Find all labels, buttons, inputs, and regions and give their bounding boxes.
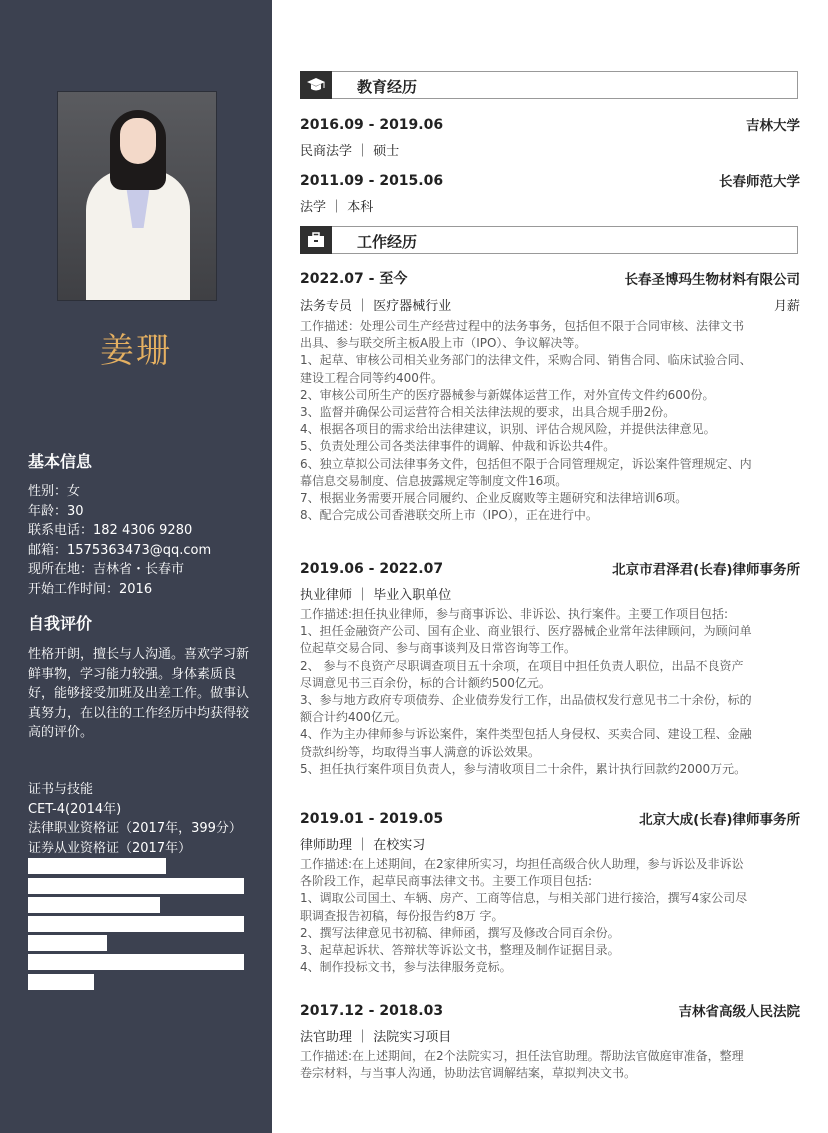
job-description <box>300 1048 800 1082</box>
info-age: 年龄：30 <box>28 503 84 519</box>
self-eval-title: 自我评价 <box>28 614 93 633</box>
desc-line: 4、制作投标文书，参与法律服务竞标。 <box>300 960 512 975</box>
redaction-bar <box>28 935 107 951</box>
education-date: 2011.09 - 2015.06 <box>300 173 444 189</box>
cert-item: 证券从业资格证（2017年） <box>28 840 192 856</box>
job-item <box>300 558 800 577</box>
desc-line: 8、配合完成公司香港联交所上市（IPO），正在进行中。 <box>300 508 598 523</box>
job-description <box>300 856 800 976</box>
desc-line: 7、根据业务需要开展合同履约、企业反腐败等主题研究和法律培训6项。 <box>300 491 688 506</box>
desc-line: 4、作为主办律师参与诉讼案件，案件类型包括人身侵权、买卖合同、建设工程、金融 <box>300 727 752 742</box>
info-email: 邮箱：1575363473@qq.com <box>28 542 212 558</box>
desc-line: 工作描述:在上述期间，在2家律所实习，均担任高级合伙人助理，参与诉讼及非诉讼 <box>300 857 744 871</box>
desc-line: 工作描述:担任执业律师，参与商事诉讼、非诉讼、执行案件。主要工作项目包括: <box>300 607 729 621</box>
candidate-name: 姜珊 <box>100 331 172 371</box>
info-gender: 性别：女 <box>28 484 81 499</box>
desc-line: 1、起草、审核公司相关业务部门的法律文件，采购合同、销售合同、临床试验合同、 <box>300 353 752 368</box>
work-title: 工作经历 <box>357 233 418 251</box>
desc-line: 出具、参与联交所主板A股上市（IPO）、争议解决等。 <box>300 336 587 351</box>
job-role-text: 律师助理 ｜ 在校实习 <box>300 838 426 853</box>
cert-item: 法律职业资格证（2017年，399分） <box>28 821 242 836</box>
desc-line: 建设工程合同等约400件。 <box>300 370 443 385</box>
job-date: 2019.06 - 2022.07 <box>300 561 444 577</box>
job-org: 吉林省高级人民法院 <box>678 1004 800 1020</box>
info-location: 现所在地：吉林省・长春市 <box>28 562 185 577</box>
job-role <box>300 834 800 853</box>
education-school: 长春师范大学 <box>719 174 800 190</box>
basic-info-title: 基本信息 <box>28 452 93 471</box>
redaction-bar <box>28 858 166 874</box>
job-description <box>300 606 800 778</box>
desc-line: 4、根据各项目的需求给出法律建议，识别、评估合规风险，并提供法律意见。 <box>300 422 716 437</box>
job-role <box>300 295 800 314</box>
job-org: 长春圣博玛生物材料有限公司 <box>624 272 800 288</box>
briefcase-icon <box>300 226 332 254</box>
education-title: 教育经历 <box>357 78 418 96</box>
desc-line: 6、独立草拟公司法律事务文件，包括但不限于合同管理规定，诉讼案件管理规定、内 <box>300 456 752 471</box>
desc-line: 2、撰写法律意见书初稿、律师函，撰写及修改合同百余份。 <box>300 925 620 940</box>
desc-line: 工作描述：处理公司生产经营过程中的法务事务，包括但不限于合同审核、法律文书 <box>300 319 745 333</box>
education-detail: 民商法学 ｜ 硕士 <box>300 144 400 159</box>
education-item <box>300 114 800 133</box>
job-salary: 月薪 <box>773 299 800 314</box>
desc-line: 3、监督并确保公司运营符合相关法律法规的要求，出具合规手册2份。 <box>300 405 676 420</box>
education-detail: 法学 ｜ 本科 <box>300 200 374 215</box>
job-org: 北京市君泽君(长春)律师事务所 <box>612 562 800 578</box>
job-org: 北京大成(长春)律师事务所 <box>639 812 800 828</box>
info-phone: 联系电话：182 4306 9280 <box>28 523 193 538</box>
desc-line: 职调查报告初稿，每份报告约8万 字。 <box>300 908 504 923</box>
cert-item: CET-4(2014年) <box>28 801 122 817</box>
desc-line: 卷宗材料，与当事人沟通，协助法官调解结案，草拟判决文书。 <box>300 1066 637 1081</box>
desc-line: 5、负责处理公司各类法律事件的调解、仲裁和诉讼共4件。 <box>300 439 616 454</box>
sidebar <box>0 0 272 1133</box>
education-date: 2016.09 - 2019.06 <box>300 117 444 133</box>
desc-line: 额合计约400亿元。 <box>300 710 407 725</box>
job-description <box>300 318 800 524</box>
desc-line: 工作描述:在上述期间，在2个法院实习，担任法官助理。帮助法官做庭审准备，整理 <box>300 1049 744 1063</box>
redaction-bar <box>28 954 244 970</box>
cert-title: 证书与技能 <box>28 782 94 797</box>
job-date: 2019.01 - 2019.05 <box>300 811 444 827</box>
job-date: 2017.12 - 2018.03 <box>300 1003 444 1019</box>
education-header <box>300 71 798 99</box>
job-date: 2022.07 - 至今 <box>300 271 408 287</box>
self-eval-text: 性格开朗，擅长与人沟通。喜欢学习新鲜事物，学习能力较强。身体素质良好，能够接受加班及出差工作。做事认真努力，在以往的工作经历中均获得较高的评价。 <box>28 647 250 740</box>
redaction-bar <box>28 916 244 932</box>
job-role <box>300 1026 800 1045</box>
desc-line: 3、起草起诉状、答辩状等诉讼文书，整理及制作证据目录。 <box>300 943 620 958</box>
desc-line: 贷款纠纷等，均取得当事人满意的诉讼效果。 <box>300 744 541 759</box>
profile-photo <box>57 91 217 301</box>
job-role-text: 法官助理 ｜ 法院实习项目 <box>300 1030 452 1045</box>
job-role-text: 执业律师 ｜ 毕业入职单位 <box>300 588 452 603</box>
desc-line: 1、调取公司国土、车辆、房产、工商等信息，与相关部门进行接洽，撰写4家公司尽 <box>300 891 748 906</box>
job-role-text: 法务专员 ｜ 医疗器械行业 <box>300 299 452 314</box>
desc-line: 尽调意见书三百余份，标的合计额约500亿元。 <box>300 675 551 690</box>
desc-line: 3、参与地方政府专项债券、企业债券发行工作，出品债权发行意见书二十余份，标的 <box>300 693 752 708</box>
desc-line: 2、审核公司所生产的医疗器械参与新媒体运营工作，对外宣传文件约600份。 <box>300 387 715 402</box>
education-school: 吉林大学 <box>746 118 800 134</box>
redaction-bar <box>28 878 244 894</box>
info-start-year: 开始工作时间：2016 <box>28 581 153 597</box>
redaction-bar <box>28 974 94 990</box>
education-item <box>300 170 800 189</box>
job-item <box>300 808 800 827</box>
graduation-cap-icon <box>300 71 332 99</box>
job-role <box>300 584 800 603</box>
desc-line: 1、担任金融资产公司、国有企业、商业银行、医疗器械企业常年法律顾问，为顾问单 <box>300 624 752 639</box>
desc-line: 5、担任执行案件项目负责人，参与清收项目二十余件，累计执行回款约2000万元。 <box>300 761 747 776</box>
desc-line: 2、 参与不良资产尽职调查项目五十余项，在项目中担任负责人职位，出品不良资产 <box>300 658 744 673</box>
basic-info-list <box>28 482 211 599</box>
desc-line: 位起草交易合同、参与商事谈判及日常咨询等工作。 <box>300 641 577 656</box>
desc-line: 各阶段工作，起草民商事法律文书。主要工作项目包括: <box>300 874 593 889</box>
cert-list <box>28 780 242 858</box>
work-header <box>300 226 798 254</box>
redaction-bar <box>28 897 160 913</box>
job-item <box>300 268 800 288</box>
desc-line: 幕信息交易制度、信息披露规定等制度文件16项。 <box>300 473 568 488</box>
job-item <box>300 1000 800 1019</box>
